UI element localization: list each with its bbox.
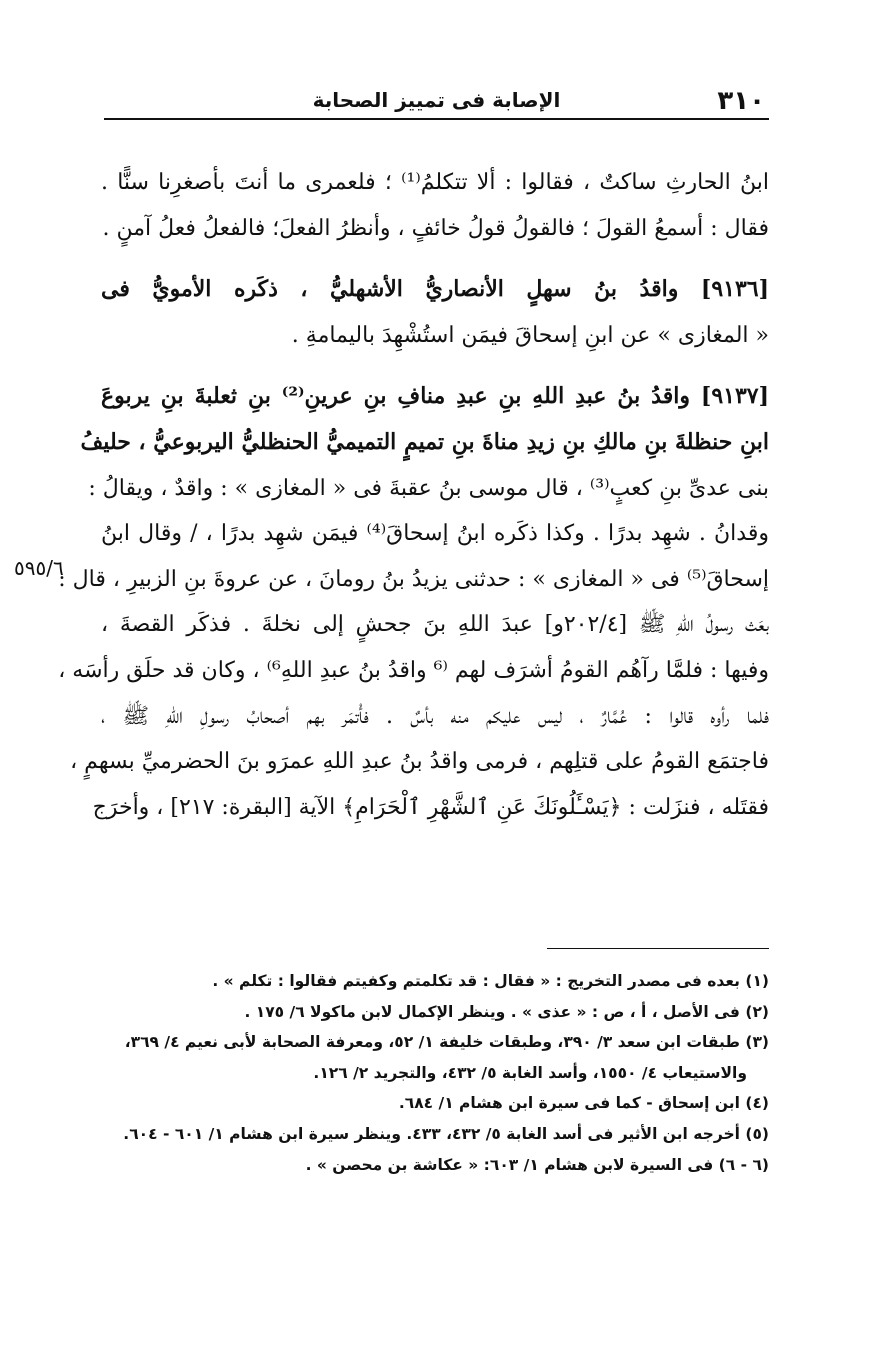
text-line: وفيها : فلمَّا رآهُم القومُ أشرَف لهم ⁽⁶ واقدُ بنُ عبدِ اللهِ⁶⁾ ، وكان قد حلَق رأسَه ، <box>58 657 769 683</box>
footnote: (١) بعده فى مصدر التخريج : « فقال : قد تكلمتم وكفيتم فقالوا : تكلم » . <box>212 972 769 990</box>
footnote: (٤) ابن إسحاق - كما فى سيرة ابن هشام ١/ ٦٨٤. <box>398 1094 769 1113</box>
text-line: [٩١٣٦] واقدُ بنُ سهلٍ الأنصاريُّ الأشهليُّ ، ذكَره الأمويُّ فى <box>101 276 769 303</box>
text-line: بعَث رسولُ اللهِ ﷺ [٢٠٢/٤و] عبدَ اللهِ بنَ جحشٍ إلى نخلةَ . فذكَر القصةَ ، <box>101 612 769 638</box>
footnote: (٣) طبقات ابن سعد ٣/ ٣٩٠، وطبقات خليفة ١/ ٥٢، ومعرفة الصحابة لأبى نعيم ٤/ ٣٦٩، <box>124 1033 769 1052</box>
text-line: فقتَله ، فنزَلت : ﴿يَسْـَٔلُونَكَ عَنِ ٱلشَّهْرِ ٱلْحَرَامِ﴾ الآية [البقرة: ٢١٧] ، وأخرَج <box>92 794 769 820</box>
page-number: ٣١٠ <box>717 86 765 116</box>
paragraph-gap <box>101 251 769 267</box>
text-line: فلما رأوه قالوا : عُمَّارٌ ، ليس عليكم منه بأسٌ . فأْتمَر بهم أصحابُ رسولِ اللهِ ﷺ ، <box>101 703 769 729</box>
text-line: [٩١٣٧] واقدُ بنُ عبدِ اللهِ بنِ عبدِ منافِ بنِ عرينِ⁽²⁾ بنِ ثعلبةَ بنِ يربوعَ <box>101 383 769 410</box>
text-line: « المغازى » عن ابنِ إسحاقَ فيمَن استُشْهِدَ باليمامةِ . <box>291 322 769 348</box>
text-line: وقدانُ . شهِد بدرًا . وكذا ذكَره ابنُ إسحاقَ⁽⁴⁾ فيمَن شهِد بدرًا ، / وقال ابنُ <box>101 521 769 547</box>
paragraph-gap <box>101 358 769 374</box>
footnote: (٥) أخرجه ابن الأثير فى أسد الغابة ٥/ ٤٣٢، ٤٣٣. وينظر سيرة ابن هشام ١/ ٦٠١ - ٦٠٤. <box>123 1124 769 1143</box>
text-line: فاجتمَع القومُ على قتلِهم ، فرمى واقدُ بنُ عبدِ اللهِ عمرَو بنَ الحضرميِّ بسهمٍ ، <box>70 749 769 775</box>
footnote: والاستيعاب ٤/ ١٥٥٠، وأسد الغابة ٥/ ٤٣٢، والتجريد ٢/ ١٢٦. <box>313 1063 747 1082</box>
footnotes <box>89 966 769 1180</box>
text-line: ابنِ حنظلةَ بنِ مالكِ بنِ زيدِ مناةَ بنِ تميمٍ التميميُّ الحنظليُّ اليربوعيُّ ، حليفُ <box>80 428 769 455</box>
footnote: (٢) فى الأصل ، أ ، ص : « عذى » . وينظر الإكمال لابن ماكولا ٦/ ١٧٥ . <box>244 1002 769 1021</box>
page-header <box>104 84 769 120</box>
footnote: (٦ - ٦) فى السيرة لابن هشام ١/ ٦٠٣: « عكاشة بن محصن » . <box>305 1155 769 1174</box>
text-line: ابنُ الحارثِ ساكتٌ ، فقالوا : ألا تتكلمُ⁽¹⁾ ؛ فلعمرى ما أنتَ بأصغرِنا سنًّا . <box>101 170 769 195</box>
text-line: فقال : أسمعُ القولَ ؛ فالقولُ قولُ خائفٍ ، وأنظرُ الفعلَ؛ فالفعلُ فعلُ آمنٍ . <box>102 215 769 241</box>
margin-reference: ٥٩٥/٦ <box>14 556 64 580</box>
text-line: بنى عدىِّ بنِ كعبٍ⁽³⁾ ، قال موسى بنُ عقبةَ فى « المغازى » : واقدٌ ، ويقالُ : <box>88 475 769 501</box>
footnote-separator <box>547 948 769 949</box>
running-title: الإصابة فى تمييز الصحابة <box>312 88 561 112</box>
text-line: إسحاقَ⁽⁵⁾ فى « المغازى » : حدثنى يزيدُ بنُ رومانَ ، عن عروةَ بنِ الزبيرِ ، قال : <box>58 566 769 592</box>
main-text <box>58 160 769 830</box>
